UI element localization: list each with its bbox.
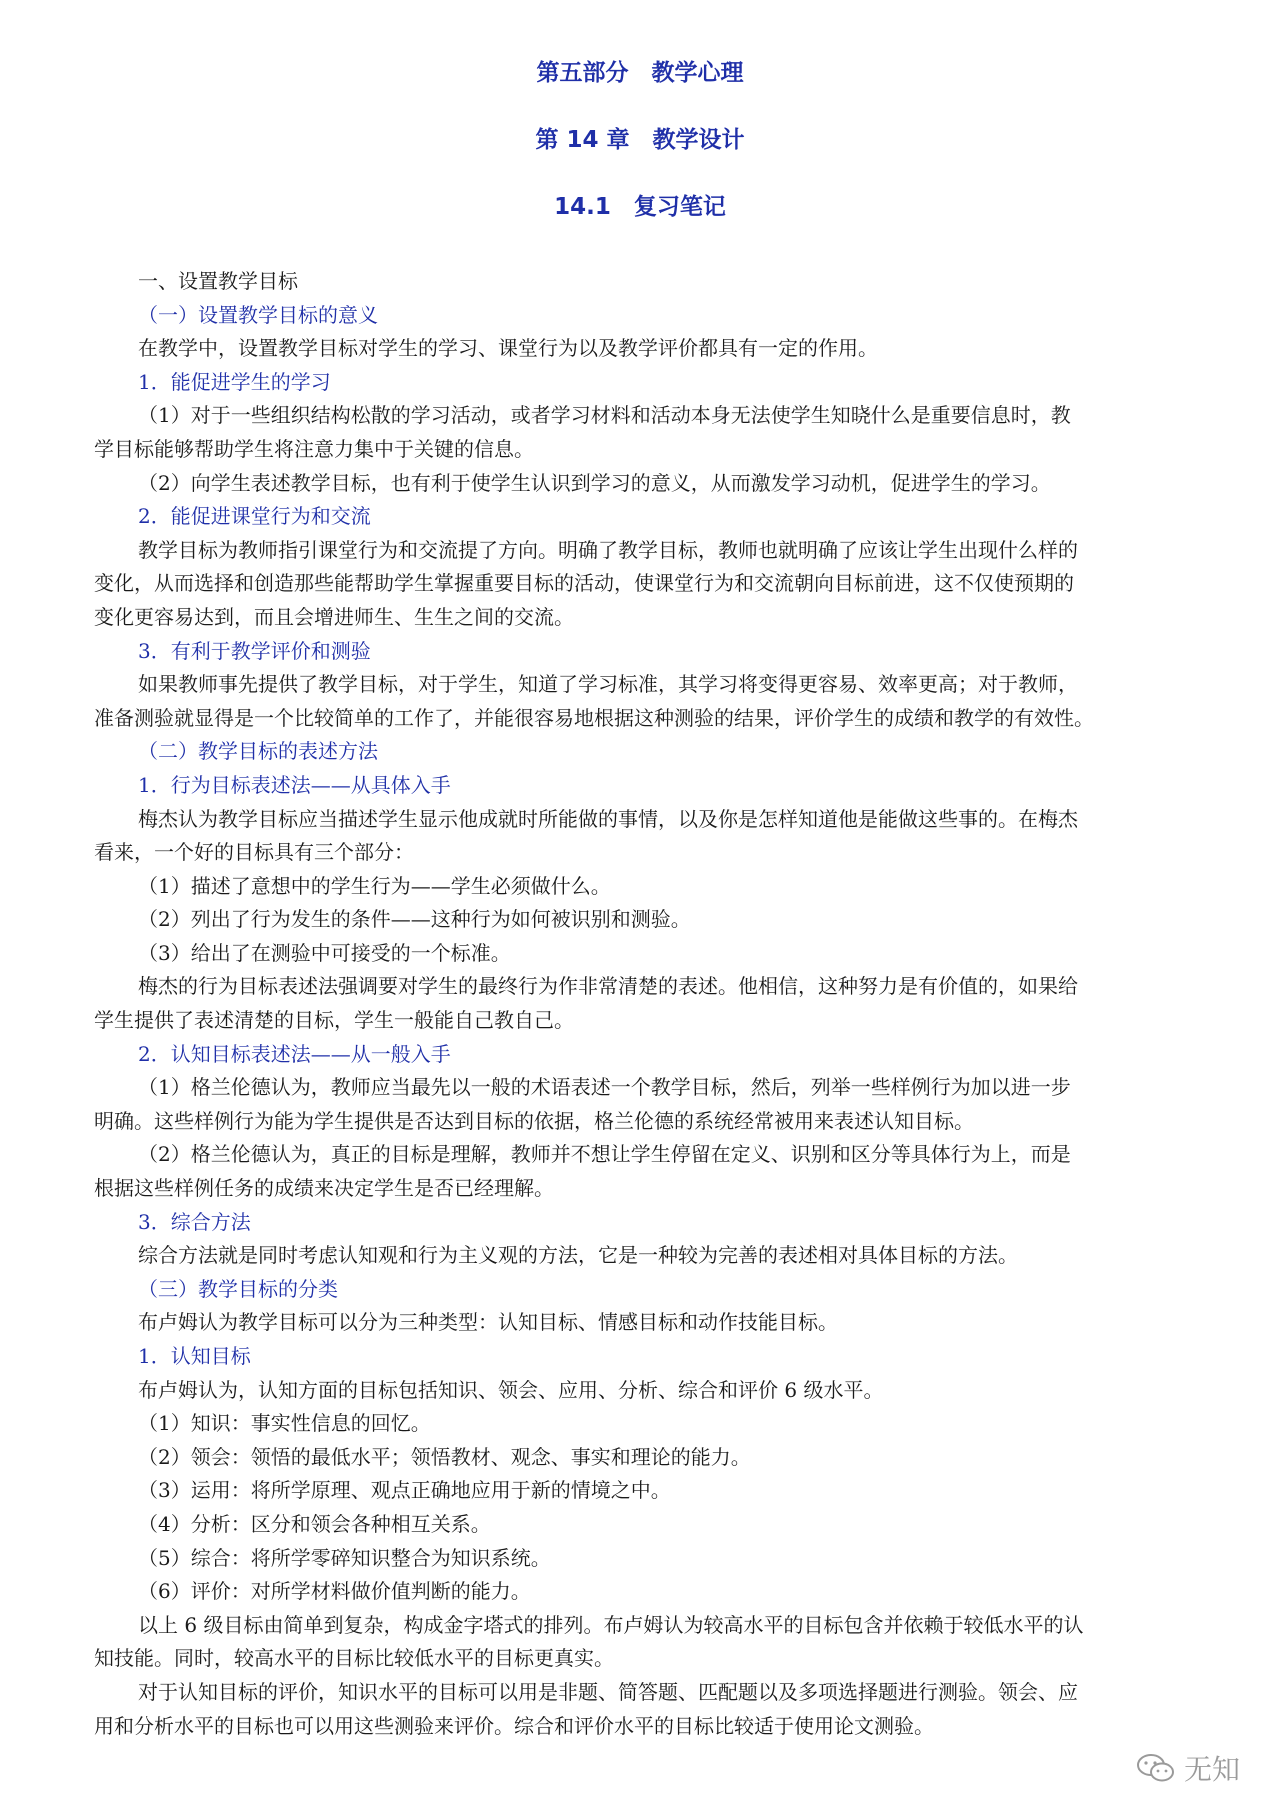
body-line: 布卢姆认为，认知方面的目标包括知识、领会、应用、分析、综合和评价 6 级水平。 <box>138 1377 884 1402</box>
section-heading: 1．能促进学生的学习 <box>138 369 331 394</box>
body-line: （4）分析：区分和领会各种相互关系。 <box>138 1511 491 1536</box>
body-line: 在教学中，设置教学目标对学生的学习、课堂行为以及教学评价都具有一定的作用。 <box>138 336 878 361</box>
body-line: 学目标能够帮助学生将注意力集中于关键的信息。 <box>94 436 534 461</box>
body-line: 准备测验就显得是一个比较简单的工作了，并能很容易地根据这种测验的结果，评价学生的成绩和教学的有效性。 <box>94 705 1094 730</box>
chapter-title: 第 14 章 教学设计 <box>535 127 745 153</box>
body-line: （1）描述了意想中的学生行为——学生必须做什么。 <box>138 873 611 898</box>
body-line: 如果教师事先提供了教学目标，对于学生，知道了学习标准，其学习将变得更容易、效率更高；对于教师， <box>138 672 1078 697</box>
document-body <box>94 265 1194 1743</box>
body-line: 综合方法就是同时考虑认知观和行为主义观的方法，它是一种较为完善的表述相对具体目标的方法。 <box>138 1243 1018 1268</box>
body-line: （2）列出了行为发生的条件——这种行为如何被识别和测验。 <box>138 907 691 932</box>
part-title: 第五部分 教学心理 <box>536 60 744 86</box>
section-heading: 2．能促进课堂行为和交流 <box>138 504 371 529</box>
body-line: （1）格兰伦德认为，教师应当最先以一般的术语表述一个教学目标，然后，列举一些样例行为加以进一步 <box>138 1075 1071 1100</box>
body-line: 教学目标为教师指引课堂行为和交流提了方向。明确了教学目标，教师也就明确了应该让学生出现什么样的 <box>138 537 1078 562</box>
title-block <box>0 58 1280 259</box>
body-line: 变化，从而选择和创造那些能帮助学生掌握重要目标的活动，使课堂行为和交流朝向目标前进，这不仅使预期的 <box>94 571 1074 596</box>
body-line: （6）评价：对所学材料做价值判断的能力。 <box>138 1579 531 1604</box>
body-line: （3）运用：将所学原理、观点正确地应用于新的情境之中。 <box>138 1478 671 1503</box>
section-heading: 1．认知目标 <box>138 1344 251 1368</box>
body-line: 对于认知目标的评价，知识水平的目标可以用是非题、简答题、匹配题以及多项选择题进行测验。领会、应 <box>138 1679 1078 1704</box>
body-line: 学生提供了表述清楚的目标，学生一般能自己教自己。 <box>94 1008 574 1033</box>
body-line: （3）给出了在测验中可接受的一个标准。 <box>138 940 511 965</box>
section-heading: （一）设置教学目标的意义 <box>138 302 378 327</box>
body-line: （2）格兰伦德认为，真正的目标是理解，教师并不想让学生停留在定义、识别和区分等具体行为上，而是 <box>138 1142 1071 1167</box>
section-heading: 一、设置教学目标 <box>138 269 298 293</box>
body-line: 用和分析水平的目标也可以用这些测验来评价。综合和评价水平的目标比较适于使用论文测验。 <box>94 1713 934 1738</box>
body-line: （5）综合：将所学零碎知识整合为知识系统。 <box>138 1545 551 1570</box>
watermark-text: 无知 <box>1183 1753 1240 1786</box>
watermark <box>1136 1748 1240 1788</box>
section-heading: （二）教学目标的表述方法 <box>138 739 378 764</box>
wechat-icon <box>1136 1752 1176 1784</box>
body-line: （1）对于一些组织结构松散的学习活动，或者学习材料和活动本身无法使学生知晓什么是重要信息时，教 <box>138 403 1071 428</box>
section-heading: 2．认知目标表述法——从一般入手 <box>138 1041 451 1066</box>
section-heading: （三）教学目标的分类 <box>138 1276 338 1301</box>
body-line: 明确。这些样例行为能为学生提供是否达到目标的依据，格兰伦德的系统经常被用来表述认知目标。 <box>94 1108 974 1133</box>
body-line: 梅杰的行为目标表述法强调要对学生的最终行为作非常清楚的表述。他相信，这种努力是有价值的，如果给 <box>138 974 1078 999</box>
body-line: 布卢姆认为教学目标可以分为三种类型：认知目标、情感目标和动作技能目标。 <box>138 1310 838 1335</box>
body-line: 知技能。同时，较高水平的目标比较低水平的目标更真实。 <box>94 1646 614 1671</box>
section-heading: 3．综合方法 <box>138 1209 251 1234</box>
section-heading: 1．行为目标表述法——从具体入手 <box>138 772 451 797</box>
body-line: （2）领会：领悟的最低水平；领悟教材、观念、事实和理论的能力。 <box>138 1444 751 1469</box>
body-line: 梅杰认为教学目标应当描述学生显示他成就时所能做的事情，以及你是怎样知道他是能做这些事的。在梅杰 <box>138 806 1078 831</box>
body-line: （2）向学生表述教学目标，也有利于使学生认识到学习的意义，从而激发学习动机，促进学生的学习。 <box>138 470 1051 495</box>
body-line: 根据这些样例任务的成绩来决定学生是否已经理解。 <box>94 1176 554 1201</box>
body-line: （1）知识：事实性信息的回忆。 <box>138 1411 431 1436</box>
body-line: 看来，一个好的目标具有三个部分： <box>94 840 414 865</box>
section-heading: 3．有利于教学评价和测验 <box>138 638 371 663</box>
section-title: 14.1 复习笔记 <box>554 194 726 220</box>
body-line: 变化更容易达到，而且会增进师生、生生之间的交流。 <box>94 604 574 629</box>
body-line: 以上 6 级目标由简单到复杂，构成金字塔式的排列。布卢姆认为较高水平的目标包含并依赖于较低水平的认 <box>138 1612 1084 1637</box>
